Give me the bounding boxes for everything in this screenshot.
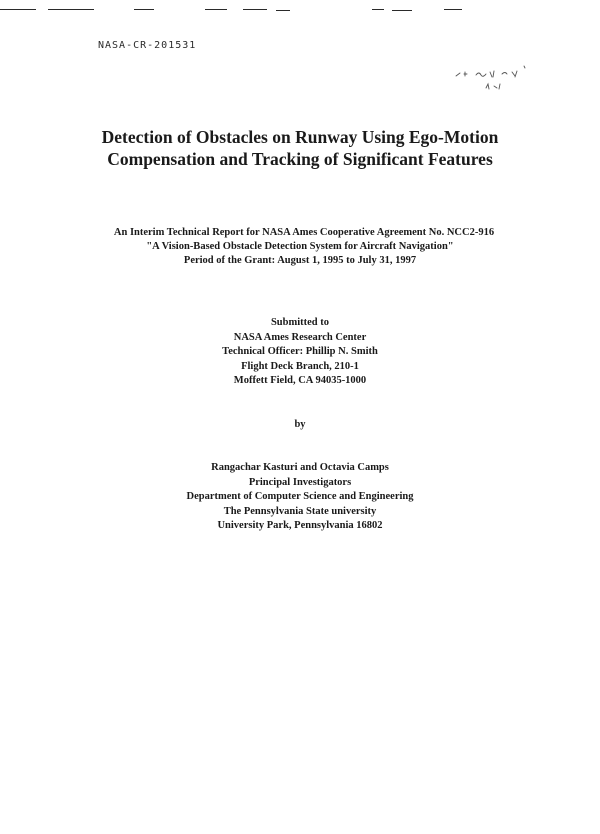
scan-artifact-line bbox=[48, 9, 94, 10]
submission-block bbox=[0, 316, 600, 389]
handwritten-annotation-icon bbox=[450, 62, 540, 102]
report-number: NASA-CR-201531 bbox=[98, 40, 197, 51]
address: Moffett Field, CA 94035-1000 bbox=[233, 375, 367, 386]
scan-artifact-line bbox=[0, 9, 36, 10]
branch: Flight Deck Branch, 210-1 bbox=[241, 360, 359, 372]
by-label: by bbox=[294, 419, 306, 430]
technical-officer: Technical Officer: Phillip N. Smith bbox=[222, 346, 378, 357]
scan-artifact-line bbox=[134, 9, 154, 10]
report-description-line-1: An Interim Technical Report for NASA Ames Cooperative Agreement No. NCC2-916 bbox=[113, 227, 495, 238]
author-names: Rangachar Kasturi and Octavia Camps bbox=[211, 462, 389, 473]
scan-artifact-line bbox=[243, 9, 267, 10]
scan-artifact-line bbox=[444, 9, 462, 10]
author-location: University Park, Pennsylvania 16802 bbox=[217, 520, 383, 531]
scan-artifact-line bbox=[372, 9, 384, 10]
report-description-line-3: Period of the Grant: August 1, 1995 to July 31, 1997 bbox=[183, 255, 417, 266]
document-title bbox=[0, 126, 600, 170]
authors-block bbox=[0, 461, 600, 534]
author-role: Principal Investigators bbox=[248, 476, 352, 488]
title-line-2: Compensation and Tracking of Significant Features bbox=[107, 149, 493, 169]
author-department: Department of Computer Science and Engineering bbox=[186, 491, 414, 502]
report-description bbox=[0, 226, 600, 268]
scan-artifact-line bbox=[276, 10, 290, 11]
scan-artifact-line bbox=[392, 10, 412, 11]
title-line-1: Detection of Obstacles on Runway Using Ego-Motion bbox=[101, 127, 499, 147]
scan-artifact-line bbox=[205, 9, 227, 10]
author-university: The Pennsylvania State university bbox=[223, 505, 377, 517]
report-description-line-2: "A Vision-Based Obstacle Detection System for Aircraft Navigation" bbox=[146, 241, 454, 252]
scan-cutoff-mask bbox=[0, 534, 600, 834]
submitted-to-heading: Submitted to bbox=[270, 317, 330, 328]
submitted-organization: NASA Ames Research Center bbox=[233, 331, 367, 343]
